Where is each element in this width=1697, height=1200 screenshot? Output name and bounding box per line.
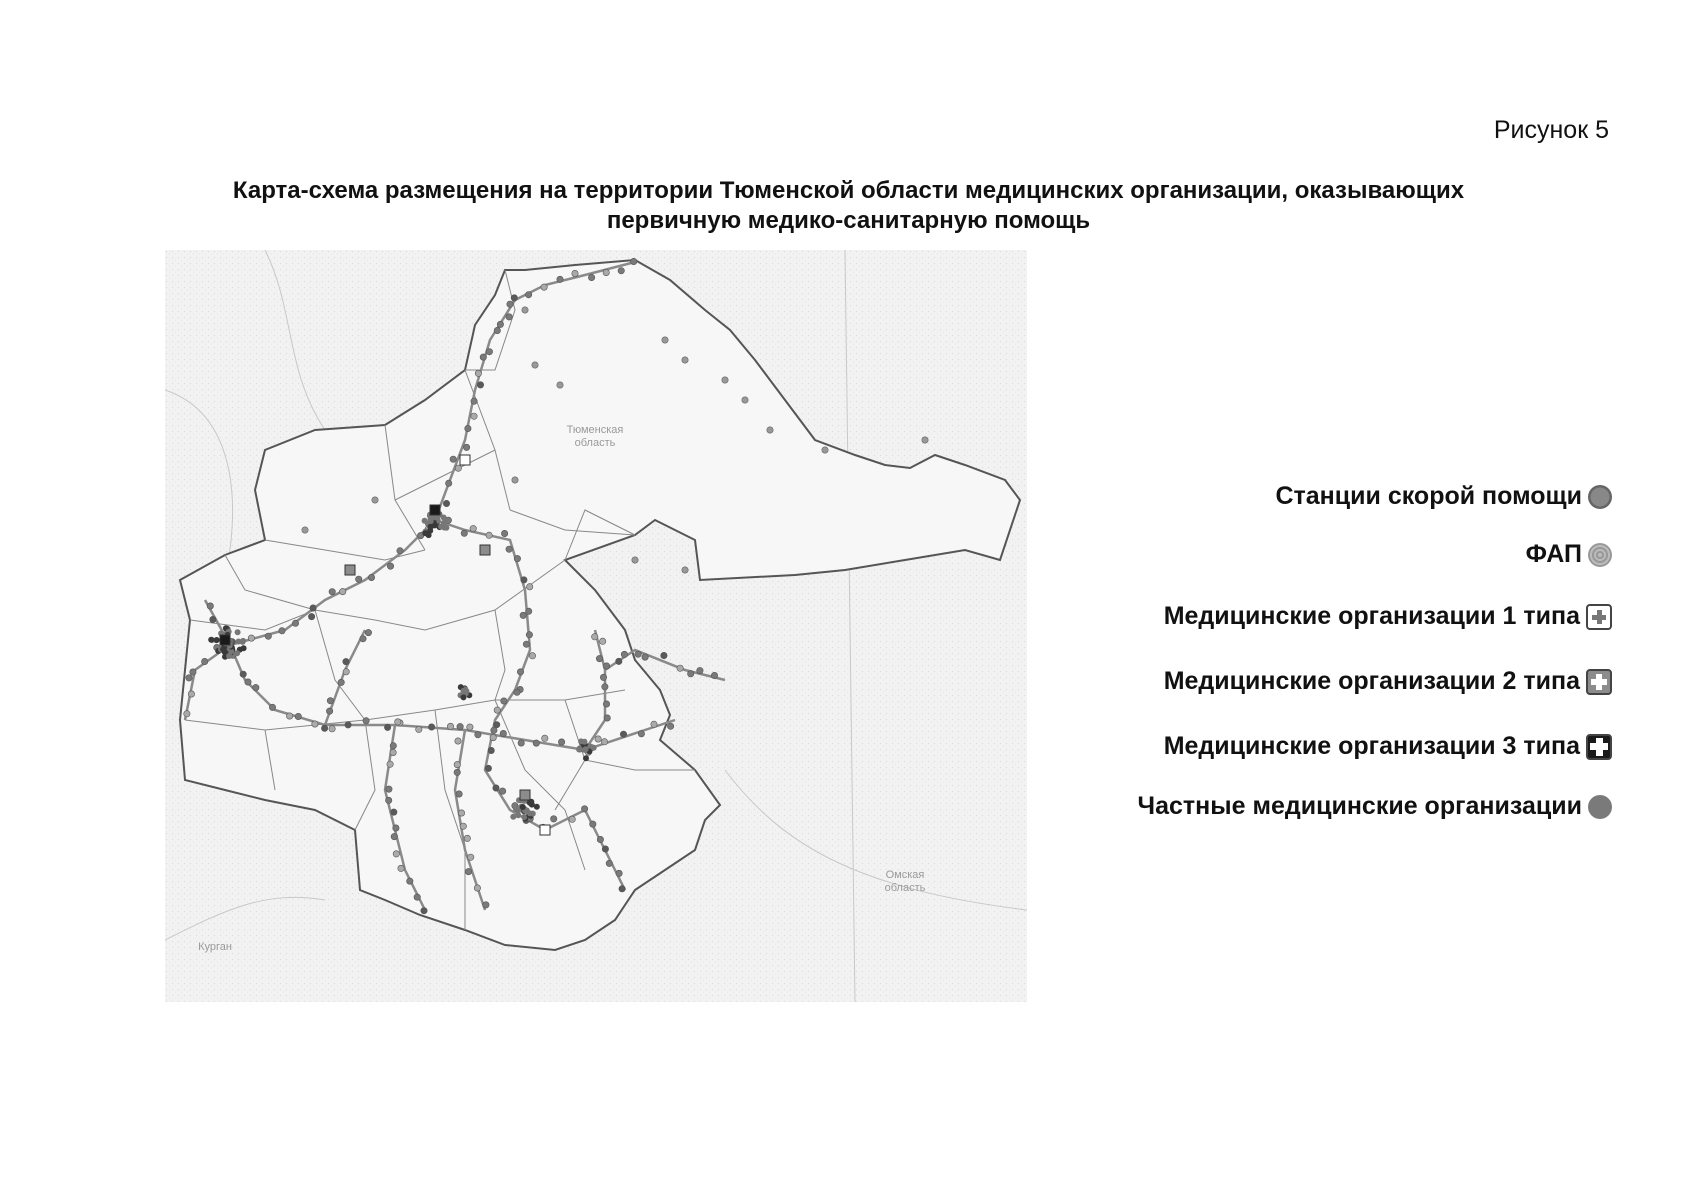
facility-marker [604,715,610,721]
medical-org-marker [220,635,230,645]
facility-marker [414,894,420,900]
facility-marker [682,357,688,363]
facility-marker [450,456,456,462]
facility-marker [356,576,362,582]
legend-label-private: Частные медицинские организации [1137,792,1582,820]
facility-marker [523,641,529,647]
facility-marker [541,284,547,290]
facility-marker [525,292,531,298]
facility-marker [511,295,517,301]
facility-marker [490,734,496,740]
facility-marker [235,629,241,635]
facility-marker [513,807,519,813]
facility-marker [558,739,564,745]
medical-org-marker [460,455,470,465]
facility-marker [471,398,477,404]
facility-marker [245,679,251,685]
facility-marker [588,274,594,280]
facility-marker [576,747,582,753]
facility-marker [372,497,378,503]
facility-marker [488,747,494,753]
facility-marker [551,816,557,822]
facility-marker [602,684,608,690]
facility-marker [494,722,500,728]
facility-marker [265,633,271,639]
facility-marker [527,810,533,816]
kurgan-label: Курган [198,941,232,953]
map-svg [165,250,1027,1002]
facility-marker [467,724,473,730]
facility-marker [521,577,527,583]
ambulance-station-icon [1588,485,1612,509]
facility-marker [208,637,214,643]
facility-marker [767,427,773,433]
facility-marker [438,524,444,530]
facility-marker [188,691,194,697]
facility-marker [443,500,449,506]
facility-marker [329,589,335,595]
facility-marker [384,724,390,730]
medical-org-type1-icon [1586,604,1612,630]
facility-marker [506,314,512,320]
map-title [150,176,1547,236]
legend-label-ambulance: Станции скорой помощи [1275,482,1582,510]
facility-marker [463,444,469,450]
facility-marker [386,797,392,803]
facility-marker [454,769,460,775]
facility-marker [485,765,491,771]
facility-marker [621,651,627,657]
facility-marker [616,870,622,876]
omsk-oblast-label-line-2: область [884,882,926,894]
map-title-line-1: Карта-схема размещения на территории Тюменской области медицинских организации, оказывающих [232,177,1465,204]
facility-marker [338,679,344,685]
facility-marker [515,812,521,818]
medical-org-type3-icon [1586,734,1612,760]
facility-marker [557,382,563,388]
private-org-icon [1588,795,1612,819]
facility-marker [269,704,275,710]
facility-marker [616,658,622,664]
facility-marker [308,613,314,619]
facility-marker [326,708,332,714]
facility-marker [618,268,624,274]
facility-marker [465,868,471,874]
facility-marker [391,833,397,839]
facility-marker [391,809,397,815]
facility-marker [292,620,298,626]
region-map [165,250,1027,1002]
medical-org-marker [345,565,355,575]
facility-marker [517,669,523,675]
facility-marker [493,785,499,791]
facility-marker [603,701,609,707]
facility-marker [329,726,335,732]
facility-marker [483,902,489,908]
facility-marker [387,563,393,569]
facility-marker [583,755,589,761]
facility-marker [321,725,327,731]
facility-marker [343,658,349,664]
facility-marker [416,726,422,732]
facility-marker [682,567,688,573]
facility-marker [526,632,532,638]
facility-marker [214,637,220,643]
medical-org-marker [480,545,490,555]
facility-marker [638,731,644,737]
facility-marker [470,525,476,531]
facility-marker [253,684,259,690]
facility-marker [667,723,673,729]
facility-marker [582,739,588,745]
facility-marker [662,337,668,343]
facility-marker [597,836,603,842]
facility-marker [697,667,703,673]
facility-marker [632,557,638,563]
facility-marker [922,437,928,443]
facility-marker [742,397,748,403]
facility-marker [226,653,232,659]
facility-marker [480,354,486,360]
facility-marker [534,804,540,810]
facility-marker [522,307,528,313]
facility-marker [677,665,683,671]
facility-marker [506,546,512,552]
facility-marker [600,638,606,644]
facility-marker [360,636,366,642]
facility-marker [393,825,399,831]
facility-marker [572,270,578,276]
facility-marker [533,740,539,746]
legend-item-private [1138,792,1612,821]
facility-marker [486,349,492,355]
facility-marker [661,652,667,658]
legend-label-type1: Медицинские организации 1 типа [1163,602,1580,630]
facility-marker [456,791,462,797]
facility-marker [688,671,694,677]
facility-marker [390,743,396,749]
tyumen-oblast-label-line-2: область [574,437,616,449]
facility-marker [603,269,609,275]
facility-marker [428,518,434,524]
facility-marker [595,736,601,742]
facility-marker [500,730,506,736]
facility-marker [583,746,589,752]
facility-marker [310,605,316,611]
facility-marker [590,821,596,827]
facility-marker [569,816,575,822]
facility-marker [591,745,597,751]
medical-org-marker [540,825,550,835]
facility-marker [499,788,505,794]
facility-marker [234,650,240,656]
facility-marker [518,740,524,746]
legend-item-type1 [1164,602,1612,631]
facility-marker [365,629,371,635]
facility-marker [468,854,474,860]
facility-marker [340,588,346,594]
facility-marker [446,480,452,486]
legend-item-type2 [1164,667,1612,696]
facility-marker [345,722,351,728]
facility-marker [520,804,526,810]
facility-marker [475,370,481,376]
facility-marker [327,698,333,704]
facility-marker [363,718,369,724]
facility-marker [461,694,467,700]
facility-marker [295,713,301,719]
facility-marker [464,688,470,694]
facility-marker [477,382,483,388]
facility-marker [461,530,467,536]
facility-marker [822,447,828,453]
facility-marker [455,465,461,471]
facility-marker [458,810,464,816]
facility-marker [581,806,587,812]
facility-marker [592,634,598,640]
facility-marker [526,608,532,614]
facility-marker [465,425,471,431]
facility-marker [619,886,625,892]
facility-marker [343,669,349,675]
facility-marker [497,321,503,327]
medical-org-marker [430,505,440,515]
facility-marker [557,276,563,282]
facility-marker [620,731,626,737]
facility-marker [426,532,432,538]
facility-marker [443,525,449,531]
facility-marker [312,721,318,727]
facility-marker [542,735,548,741]
facility-marker [601,739,607,745]
facility-marker [501,530,507,536]
facility-marker [202,658,208,664]
omsk-oblast-label-line-1: Омская [885,869,925,881]
facility-marker [532,362,538,368]
facility-marker [302,527,308,533]
map-title-line-2: первичную медико-санитарную помощь [606,207,1091,234]
facility-marker [393,851,399,857]
legend-item-type3 [1164,732,1612,761]
facility-marker [457,723,463,729]
facility-marker [527,584,533,590]
facility-marker [241,645,247,651]
facility-marker [494,327,500,333]
legend-label-fap: ФАП [1525,540,1582,568]
facility-marker [184,711,190,717]
facility-marker [240,671,246,677]
tyumen-oblast-label-line-1: Тюменская [566,424,624,436]
figure-label: Рисунок 5 [1493,116,1609,144]
medical-org-type2-icon [1586,669,1612,695]
facility-marker [471,413,477,419]
facility-marker [474,885,480,891]
facility-marker [387,761,393,767]
facility-marker [398,865,404,871]
facility-marker [651,721,657,727]
facility-marker [386,786,392,792]
facility-marker [397,548,403,554]
facility-marker [390,749,396,755]
facility-marker [455,738,461,744]
facility-marker [186,675,192,681]
facility-marker [507,301,513,307]
facility-marker [486,532,492,538]
facility-marker [220,646,226,652]
facility-marker [514,689,520,695]
facility-marker [494,707,500,713]
facility-marker [454,761,460,767]
facility-marker [631,258,637,264]
facility-marker [240,639,246,645]
facility-marker [642,654,648,660]
legend-label-type2: Медицинские организации 2 типа [1163,667,1580,695]
facility-marker [210,616,216,622]
facility-marker [606,860,612,866]
facility-marker [520,612,526,618]
facility-marker [286,713,292,719]
facility-marker [441,515,447,521]
facility-marker [603,663,609,669]
facility-marker [602,846,608,852]
facility-marker [190,669,196,675]
facility-marker [600,674,606,680]
legend-item-fap [1526,540,1612,569]
facility-marker [428,724,434,730]
legend-label-type3: Медицинские организации 3 типа [1163,732,1580,760]
facility-marker [395,719,401,725]
facility-marker [501,698,507,704]
facility-marker [635,651,641,657]
facility-marker [512,477,518,483]
facility-marker [514,555,520,561]
facility-marker [279,628,285,634]
facility-marker [407,878,413,884]
facility-marker [711,672,717,678]
medical-org-marker [520,790,530,800]
facility-marker [428,524,434,530]
facility-marker [207,603,213,609]
facility-marker [460,823,466,829]
facility-marker [464,835,470,841]
facility-marker [248,635,254,641]
fap-icon [1588,543,1612,567]
facility-marker [722,377,728,383]
facility-marker [475,732,481,738]
facility-marker [421,908,427,914]
facility-marker [596,655,602,661]
facility-marker [447,723,453,729]
legend-item-ambulance [1275,482,1612,511]
facility-marker [368,574,374,580]
facility-marker [529,653,535,659]
